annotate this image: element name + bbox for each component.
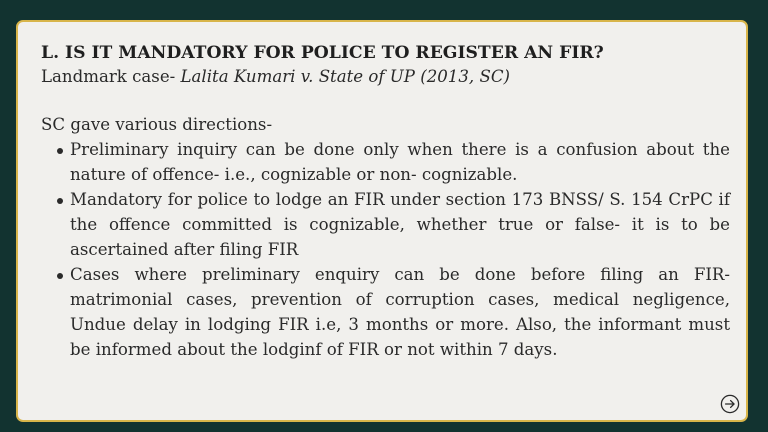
intro-text: SC gave various directions- xyxy=(41,115,273,134)
slide-card xyxy=(16,20,748,422)
next-slide-button[interactable] xyxy=(720,394,740,414)
case-name: Lalita Kumari v. State of UP (2013, SC) xyxy=(180,67,511,86)
list-item-text: Mandatory for police to lodge an FIR under section 173 BNSS/ S. 154 CrPC if the offence committed is cognizable, whether true or false- it is to be ascertained after filing FIR xyxy=(70,190,730,259)
subheading-prefix: Landmark case- xyxy=(41,67,181,86)
list-item xyxy=(41,262,730,362)
slide-subheading xyxy=(41,65,730,89)
list-item xyxy=(41,137,730,187)
directions-list xyxy=(41,137,730,362)
bullet-icon xyxy=(57,198,63,204)
slide-heading: L. IS IT MANDATORY FOR POLICE TO REGISTER AN FIR? xyxy=(41,43,604,63)
bullet-icon xyxy=(57,273,63,279)
bullet-icon xyxy=(57,148,63,154)
list-item xyxy=(41,187,730,262)
arrow-right-circle-icon xyxy=(720,394,740,414)
list-item-text: Preliminary inquiry can be done only when there is a confusion about the nature of offence- i.e., cognizable or non- cognizable. xyxy=(70,140,730,184)
list-item-text: Cases where preliminary enquiry can be done before filing an FIR- matrimonial cases, prevention of corruption cases, medical negligence, Undue delay in lodging FIR i.e, 3 months or more. Also, the informant must be informed about the lodginf of FIR or not within 7 days. xyxy=(70,265,730,359)
